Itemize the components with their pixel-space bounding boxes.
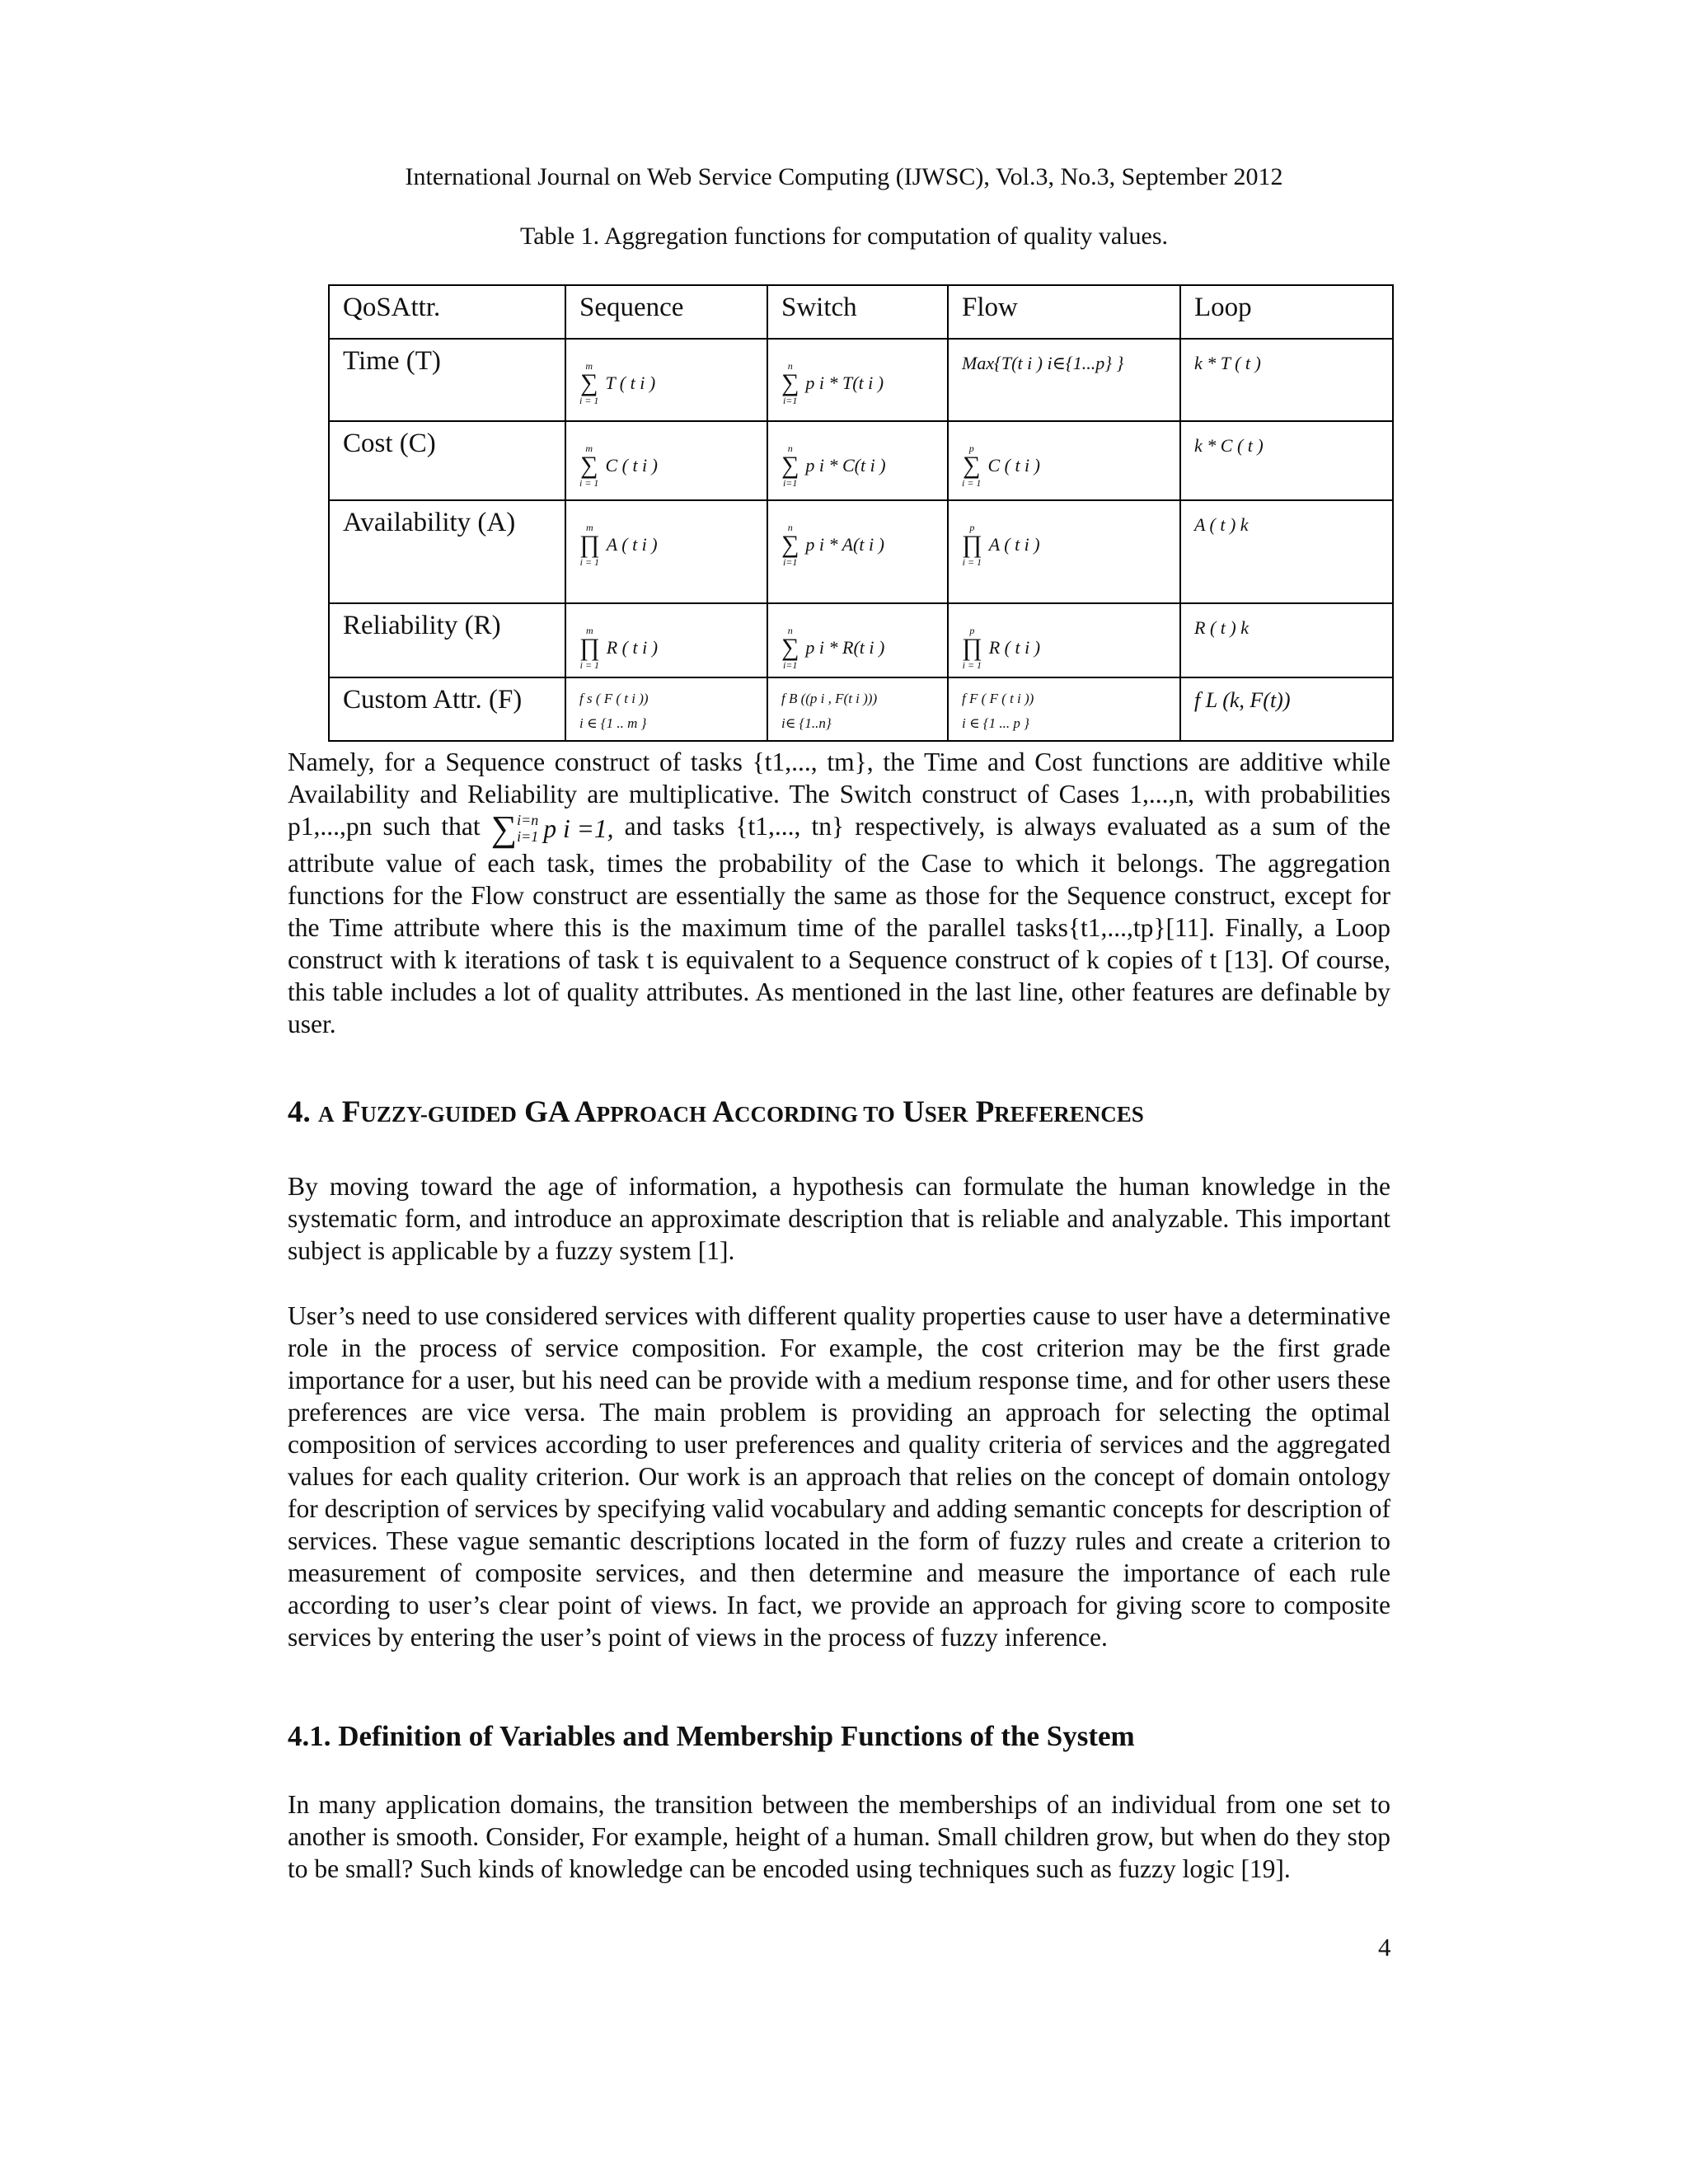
section-title-part: REFERENCES: [994, 1102, 1144, 1127]
table-header-row: [329, 285, 1393, 339]
cell-formula: f s ( F ( t i )) i ∈ {1 .. m }: [565, 677, 767, 741]
col-header-flow: Flow: [948, 285, 1180, 339]
table-row-cost: [329, 421, 1393, 500]
cell-formula: p ∏ i = 1 A ( t i ): [948, 500, 1180, 603]
section-title-part: A: [318, 1102, 335, 1127]
cell-formula: f B ((p i , F(t i ))) i∈ {1..n}: [767, 677, 948, 741]
table-row-custom: [329, 677, 1393, 741]
cell-formula: m ∑ i = 1 C ( t i ): [565, 421, 767, 500]
paragraph-user-preferences: User’s need to use considered services with different quality properties cause to user have a determinative role in the process of service composition. For example, the cost criterion may be the first grade importance for a user, but his need can be provide with a medium response time, and for other users these preferences are vice versa. The main problem is providing an approach for selecting the optimal composition of services according to user preferences and quality criteria of services and the aggregated values for each quality criterion. Our work is an approach that relies on the concept of domain ontology for description of services by specifying valid vocabulary and adding semantic concepts for description of services. These vague semantic descriptions located in the form of fuzzy rules and create a criterion to measurement of composite services, and then determine and measure the importance of each rule according to user’s clear point of views. In fact, we provide an approach for giving score to composite services by entering the user’s point of views in the process of fuzzy inference.: [288, 1301, 1390, 1652]
cell-formula: n ∑ i=1 p i * R(t i ): [767, 603, 948, 677]
cell-formula: A ( t ) k: [1180, 500, 1393, 603]
cell-formula: R ( t ) k: [1180, 603, 1393, 677]
col-header-switch: Switch: [767, 285, 948, 339]
row-label: Availability (A): [329, 500, 565, 603]
table-caption: Table 1. Aggregation functions for computation of quality values.: [519, 223, 1169, 250]
table-row-time: [329, 339, 1393, 421]
cell-formula: p ∏ i = 1 R ( t i ): [948, 603, 1180, 677]
row-label: Cost (C): [329, 421, 565, 500]
cell-formula: m ∏ i = 1 R ( t i ): [565, 603, 767, 677]
section-title-part: UZZY-GUIDED: [360, 1102, 517, 1127]
table-row-availability: [329, 500, 1393, 603]
paragraph-membership: In many application domains, the transition between the memberships of an individual from one set to another is smooth. Consider, For example, height of a human. Small children grow, but when do they stop to be small? Such kinds of knowledge can be encoded using techniques such as fuzzy logic [19].: [288, 1790, 1390, 1883]
section-title-part: A: [574, 1095, 597, 1129]
cell-formula: Max{T(t i ) i∈{1...p} }: [948, 339, 1180, 421]
row-label: Time (T): [329, 339, 565, 421]
section-title-part: SER: [924, 1102, 968, 1127]
col-header-sequence: Sequence: [565, 285, 767, 339]
section-title-part: GA: [524, 1095, 569, 1129]
section-title-part: CCORDING TO: [734, 1102, 895, 1127]
section-title: [318, 1095, 1144, 1129]
section-title-part: PPROACH: [596, 1102, 707, 1127]
section-4-heading: 4. A FUZZY-GUIDED GA APPROACH ACCORDING TO USER PREFERENCES: [288, 1095, 1144, 1129]
paragraph-fuzzy-intro: By moving toward the age of information, a hypothesis can formulate the human knowledge in the systematic form, and introduce an approximate description that is reliable and analyzable. This important subject is applicable by a fuzzy system [1].: [288, 1172, 1390, 1265]
cell-formula: k * C ( t ): [1180, 421, 1393, 500]
cell-formula: m ∑ i = 1 T ( t i ): [565, 339, 767, 421]
cell-formula: n ∑ i=1 p i * C(t i ): [767, 421, 948, 500]
section-title-part: F: [341, 1095, 361, 1129]
section-title-part: U: [903, 1095, 925, 1129]
running-header: International Journal on Web Service Computing (IJWSC), Vol.3, No.3, September 2012: [405, 163, 1283, 190]
aggregation-table: [328, 284, 1394, 742]
subsection-4-1-heading: 4.1. Definition of Variables and Membership Functions of the System: [288, 1720, 1135, 1752]
col-header-qosattr: QoSAttr.: [329, 285, 565, 339]
cell-formula: f F ( F ( t i )) i ∈ {1 ... p }: [948, 677, 1180, 741]
row-label: Custom Attr. (F): [329, 677, 565, 741]
cell-formula: k * T ( t ): [1180, 339, 1393, 421]
table-row-reliability: [329, 603, 1393, 677]
cell-formula: n ∑ i=1 p i * A(t i ): [767, 500, 948, 603]
section-title-part: P: [975, 1095, 995, 1129]
paragraph-aggregation: Namely, for a Sequence construct of tasks {t1,..., tm}, the Time and Cost functions are additive while Availability and Reliability are multiplicative. The Switch construct of Cases 1,...,n, with probabilities p1,...,pn such that ∑ i=n i=1 p i =1, and tasks {t1,..., tn} respectively, is always evaluated as a sum of the attribute value of each task, times the probability of the Case to which it belongs. The aggregation functions for the Flow construct are essentially the same as those for the Sequence construct, except for the Time attribute where this is the maximum time of the parallel tasks{t1,...,tp}[11]. Finally, a Loop construct with k iterations of task t is equivalent to a Sequence construct of k copies of t [13]. Of course, this table includes a lot of quality attributes. As mentioned in the last line, other features are definable by user.: [288, 748, 1390, 1038]
col-header-loop: Loop: [1180, 285, 1393, 339]
cell-formula: p ∑ i = 1 C ( t i ): [948, 421, 1180, 500]
cell-formula: m ∏ i = 1 A ( t i ): [565, 500, 767, 603]
page-number: 4: [1378, 1933, 1391, 1961]
cell-formula: f L (k, F(t)): [1180, 677, 1393, 741]
cell-formula: n ∑ i=1 p i * T(t i ): [767, 339, 948, 421]
inline-sum-formula: ∑ i=n i=1 p i =1,: [490, 808, 614, 849]
section-title-part: A: [712, 1095, 735, 1129]
row-label: Reliability (R): [329, 603, 565, 677]
